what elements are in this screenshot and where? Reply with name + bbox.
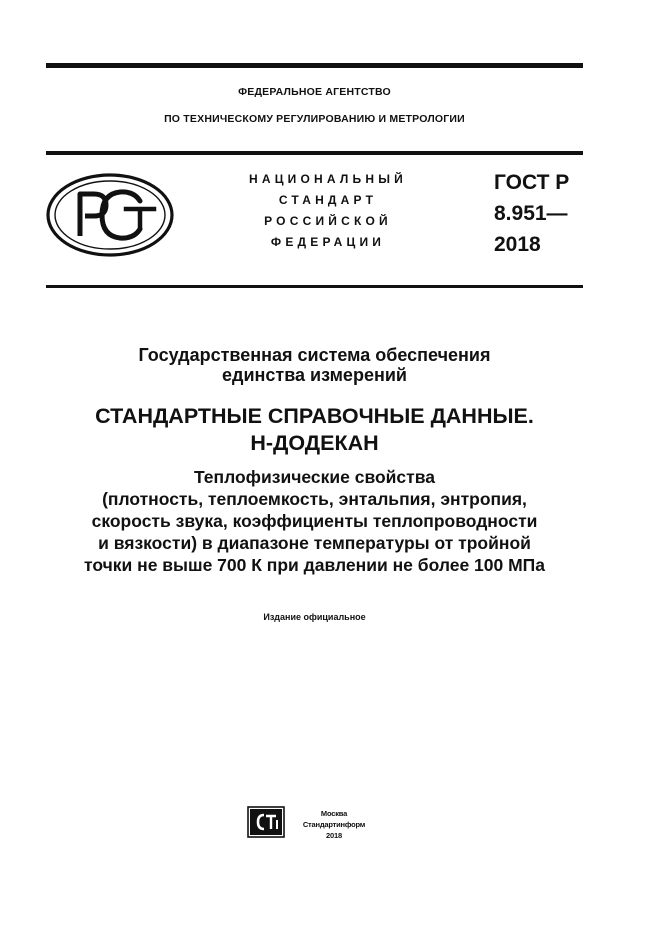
- description-line-2: (плотность, теплоемкость, энтальпия, энтропия,: [102, 489, 527, 509]
- system-title: [46, 345, 583, 385]
- standartinform-logo-svg: [247, 806, 285, 838]
- gost-line-1: ГОСТ Р: [494, 171, 570, 194]
- description-line-1: Теплофизические свойства: [193, 467, 435, 487]
- edition-label: Издание официальное: [263, 612, 366, 622]
- system-title-line-1: Государственная система обеспечения: [138, 345, 491, 365]
- main-title-line-1: СТАНДАРТНЫЕ СПРАВОЧНЫЕ ДАННЫЕ.: [95, 404, 534, 428]
- description-line-3: скорость звука, коэффициенты теплопроводности: [91, 511, 538, 531]
- standartinform-logo-icon: [247, 806, 285, 838]
- top-rule: [46, 63, 583, 68]
- rst-emblem-svg: [46, 173, 174, 257]
- national-standard-line-2: СТАНДАРТ: [278, 193, 378, 207]
- standard-top-rule: [46, 151, 583, 155]
- main-title-line-2: Н-ДОДЕКАН: [250, 431, 379, 455]
- main-title: [46, 403, 583, 457]
- publisher-info: [290, 808, 378, 841]
- system-title-line-2: единства измерений: [222, 365, 407, 385]
- agency-line-2: ПО ТЕХНИЧЕСКОМУ РЕГУЛИРОВАНИЮ И МЕТРОЛОГИИ: [164, 113, 465, 125]
- publisher-city: Москва: [320, 809, 348, 818]
- gost-line-2: 8.951—: [494, 202, 568, 225]
- standard-bottom-rule: [46, 285, 583, 288]
- gost-line-3: 2018: [494, 233, 541, 256]
- gost-number: [494, 167, 569, 260]
- agency-line-1: ФЕДЕРАЛЬНОЕ АГЕНТСТВО: [238, 86, 391, 98]
- national-standard-line-3: РОССИЙСКОЙ: [264, 214, 392, 228]
- national-standard-label: [228, 169, 428, 253]
- national-standard-line-4: ФЕДЕРАЦИИ: [270, 235, 386, 249]
- description-line-5: точки не выше 700 К при давлении не более 100 МПа: [84, 555, 545, 575]
- publisher-year: 2018: [326, 831, 342, 840]
- national-standard-line-1: НАЦИОНАЛЬНЫЙ: [248, 172, 408, 186]
- publisher-name: Стандартинформ: [302, 820, 366, 829]
- title-description: [46, 466, 583, 576]
- description-line-4: и вязкости) в диапазоне температуры от тройной: [98, 533, 531, 553]
- rst-emblem-icon: [46, 173, 174, 257]
